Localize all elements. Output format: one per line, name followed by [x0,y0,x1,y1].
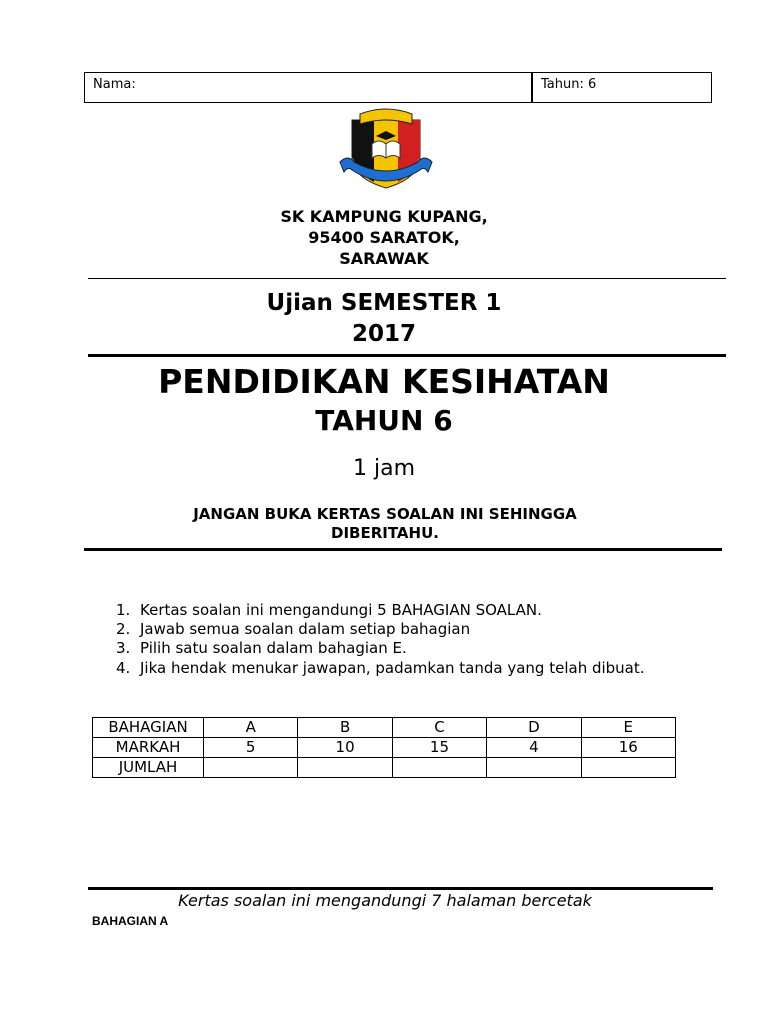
total-cell [581,758,675,778]
student-info-box [84,72,712,103]
instruction-text: Jika hendak menukar jawapan, padamkan tanda yang telah dibuat. [140,659,645,677]
exam-title: Ujian SEMESTER 1 [266,290,502,316]
instruction-item [112,601,678,620]
divider-rule-thick [88,887,713,890]
instruction-text: Jawab semua soalan dalam setiap bahagian [140,620,471,638]
divider-rule-thick [88,354,726,357]
marks-cell: 5 [204,738,298,758]
year-field-label: Tahun: 6 [541,77,597,92]
instruction-number: 2. [116,620,131,638]
marks-cell: 4 [487,738,581,758]
table-row-header: BAHAGIAN [93,718,204,738]
school-postcode-town: 95400 SARATOK, [308,228,460,247]
marks-cell: 10 [298,738,392,758]
instruction-text: Kertas soalan ini mengandungi 5 BAHAGIAN SOALAN. [140,601,542,619]
section-cell: C [392,718,486,738]
marks-cell: 16 [581,738,675,758]
subject-level: TAHUN 6 [315,404,453,437]
section-cell: A [204,718,298,738]
warning-notice [120,505,650,543]
section-heading: BAHAGIAN A [92,914,169,928]
warning-line: DIBERITAHU. [331,524,439,542]
instruction-item [112,658,678,679]
school-address [200,206,568,269]
instruction-number: 1. [116,601,131,619]
school-state: SARAWAK [339,249,429,268]
table-row [93,718,676,738]
instruction-number: 3. [116,639,131,657]
table-row-header: JUMLAH [93,758,204,778]
subject-title: PENDIDIKAN KESIHATAN [158,362,610,401]
exam-year: 2017 [351,321,416,347]
total-cell [392,758,486,778]
table-row [93,758,676,778]
school-crest-icon [338,104,434,190]
table-row [93,738,676,758]
instruction-item [112,620,678,639]
section-cell: B [298,718,392,738]
exam-duration: 1 jam [352,456,415,481]
name-field-label: Nama: [93,77,136,92]
page-count-note: Kertas soalan ini mengandungi 7 halaman bercetak [178,891,592,910]
marks-table [92,717,676,778]
exam-heading [200,288,568,350]
total-cell [487,758,581,778]
instruction-item [112,639,678,658]
instructions-list [112,601,678,679]
warning-line: JANGAN BUKA KERTAS SOALAN INI SEHINGGA [193,505,577,523]
section-cell: D [487,718,581,738]
divider-rule [88,278,726,279]
section-cell: E [581,718,675,738]
school-name: SK KAMPUNG KUPANG, [280,207,488,226]
marks-cell: 15 [392,738,486,758]
divider-rule-thick [84,548,722,551]
total-cell [204,758,298,778]
instruction-text: Pilih satu soalan dalam bahagian E. [140,639,407,657]
instruction-number: 4. [116,659,131,677]
info-box-divider [531,72,533,103]
table-row-header: MARKAH [93,738,204,758]
total-cell [298,758,392,778]
